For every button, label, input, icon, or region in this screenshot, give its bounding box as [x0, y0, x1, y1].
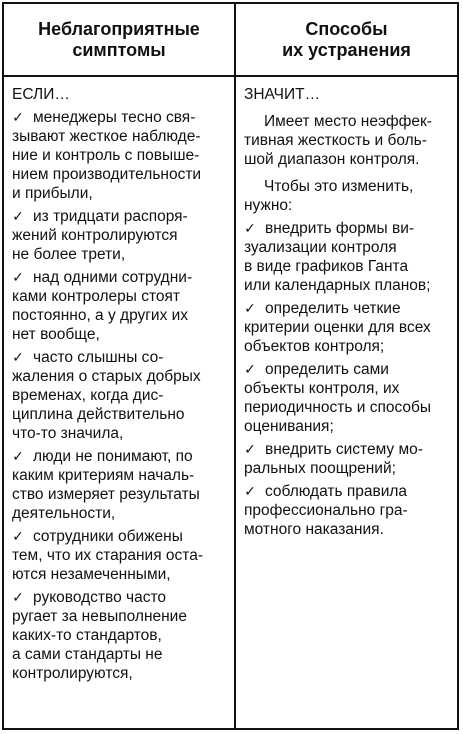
list-item-text: ральных поощрений;: [244, 460, 396, 477]
list-item-text: каким критериям началь-: [12, 467, 195, 484]
text-line: Чтобы это изменить,: [264, 178, 414, 195]
list-item-text: внедрить систему мо-: [265, 441, 423, 458]
list-item-text: постоянно, а у других их: [12, 307, 189, 324]
checkmark-icon: ✓: [244, 441, 256, 457]
list-item-text: ются незамеченными,: [12, 566, 171, 583]
header-remedies-line-1: Способы: [305, 18, 388, 39]
list-item: [12, 207, 228, 264]
list-item-first-line: [12, 348, 228, 367]
text-line: нужно:: [244, 197, 293, 214]
remedies-list: [244, 219, 452, 539]
list-item-text: ние и контроль с повыше-: [12, 147, 200, 164]
remedies-paragraph-2: [244, 177, 452, 215]
list-item-text: временах, когда дис-: [12, 387, 164, 404]
remedies-column: [244, 77, 452, 539]
list-item-text: деятельности,: [12, 505, 116, 522]
list-item-text: критерии оценки для всех: [244, 319, 431, 336]
list-item-first-line: [12, 588, 228, 607]
list-item: [244, 482, 452, 539]
list-item-text: внедрить формы ви-: [265, 220, 415, 237]
symptoms-table: [2, 2, 459, 730]
list-item: [244, 440, 452, 478]
list-item-text: ками контролеры стоят: [12, 288, 181, 305]
list-item-text: ругает за невыполнение: [12, 608, 187, 625]
checkmark-icon: ✓: [244, 220, 256, 236]
list-item-text: в виде графиков Ганта: [244, 258, 409, 275]
list-item: [12, 348, 228, 443]
list-item-text: зуализации контроля: [244, 239, 397, 256]
list-item-text: над одними сотрудни-: [33, 269, 193, 286]
list-item-text: люди не понимают, по: [33, 448, 193, 465]
list-item: [244, 299, 452, 356]
list-item-first-line: [244, 440, 452, 459]
list-item-text: каких-то стандартов,: [12, 627, 162, 644]
checkmark-icon: ✓: [12, 208, 24, 224]
list-item-text: периодичность и способы: [244, 399, 432, 416]
checkmark-icon: ✓: [12, 109, 24, 125]
checkmark-icon: ✓: [12, 448, 24, 464]
list-item-text: жаления о старых добрых: [12, 368, 201, 385]
list-item-text: соблюдать правила: [265, 483, 408, 500]
list-item-text: циплина действительно: [12, 406, 185, 423]
list-item-first-line: [12, 447, 228, 466]
list-item-text: а сами стандарты не: [12, 646, 163, 663]
list-item-text: нет вообще,: [12, 326, 100, 343]
header-symptoms: [4, 4, 234, 75]
list-item-text: что-то значила,: [12, 425, 124, 442]
list-item-text: из тридцати распоря-: [33, 208, 188, 225]
checkmark-icon: ✓: [12, 269, 24, 285]
checkmark-icon: ✓: [12, 349, 24, 365]
list-item-first-line: [244, 219, 452, 238]
column-divider: [234, 4, 236, 728]
list-item-text: контролируются,: [12, 665, 133, 682]
list-item-first-line: [12, 268, 228, 287]
list-item: [12, 527, 228, 584]
list-item-text: ство измеряет результаты: [12, 486, 200, 503]
list-item-text: определить четкие: [265, 300, 401, 317]
checkmark-icon: ✓: [12, 528, 24, 544]
list-item: [244, 360, 452, 436]
checkmark-icon: ✓: [244, 361, 256, 377]
list-item-text: жений контролируются: [12, 227, 178, 244]
checkmark-icon: ✓: [244, 483, 256, 499]
symptoms-list: [12, 108, 228, 683]
list-item-text: менеджеры тесно свя-: [33, 109, 196, 126]
header-remedies-line-2: их устранения: [282, 39, 411, 60]
list-item: [12, 447, 228, 523]
list-item-first-line: [12, 108, 228, 127]
list-item: [12, 108, 228, 203]
checkmark-icon: ✓: [12, 589, 24, 605]
list-item-text: тем, что их старания оста-: [12, 547, 203, 564]
symptoms-intro: ЕСЛИ…: [12, 86, 70, 103]
remedies-paragraph-1: [244, 112, 452, 169]
checkmark-icon: ✓: [244, 300, 256, 316]
list-item-text: не более трети,: [12, 246, 126, 263]
list-item-text: объектов контроля;: [244, 338, 385, 355]
list-item-text: профессионально гра-: [244, 502, 408, 519]
list-item-text: зывают жесткое наблюде-: [12, 128, 201, 145]
list-item-first-line: [12, 527, 228, 546]
text-line: тивная жесткость и боль-: [244, 132, 427, 149]
list-item-text: мотного наказания.: [244, 521, 384, 538]
symptoms-column: [12, 77, 228, 683]
list-item: [244, 219, 452, 295]
list-item-text: и прибыли,: [12, 185, 93, 202]
list-item-first-line: [244, 482, 452, 501]
list-item-text: объекты контроля, их: [244, 380, 400, 397]
text-line: шой диапазон контроля.: [244, 151, 420, 168]
list-item-text: оценивания;: [244, 418, 334, 435]
header-remedies: [236, 4, 457, 75]
list-item-text: сотрудники обижены: [33, 528, 183, 545]
remedies-intro: ЗНАЧИТ…: [244, 86, 321, 103]
header-symptoms-line-2: симптомы: [72, 39, 166, 60]
list-item: [12, 588, 228, 683]
list-item-first-line: [244, 299, 452, 318]
list-item: [12, 268, 228, 344]
list-item-text: определить сами: [265, 361, 389, 378]
list-item-first-line: [244, 360, 452, 379]
list-item-text: руководство часто: [33, 589, 166, 606]
list-item-text: часто слышны со-: [33, 349, 164, 366]
header-symptoms-line-1: Неблагоприятные: [38, 18, 200, 39]
list-item-text: или календарных планов;: [244, 277, 431, 294]
list-item-text: нием производительности: [12, 166, 202, 183]
text-line: Имеет место неэффек-: [264, 113, 432, 130]
list-item-first-line: [12, 207, 228, 226]
